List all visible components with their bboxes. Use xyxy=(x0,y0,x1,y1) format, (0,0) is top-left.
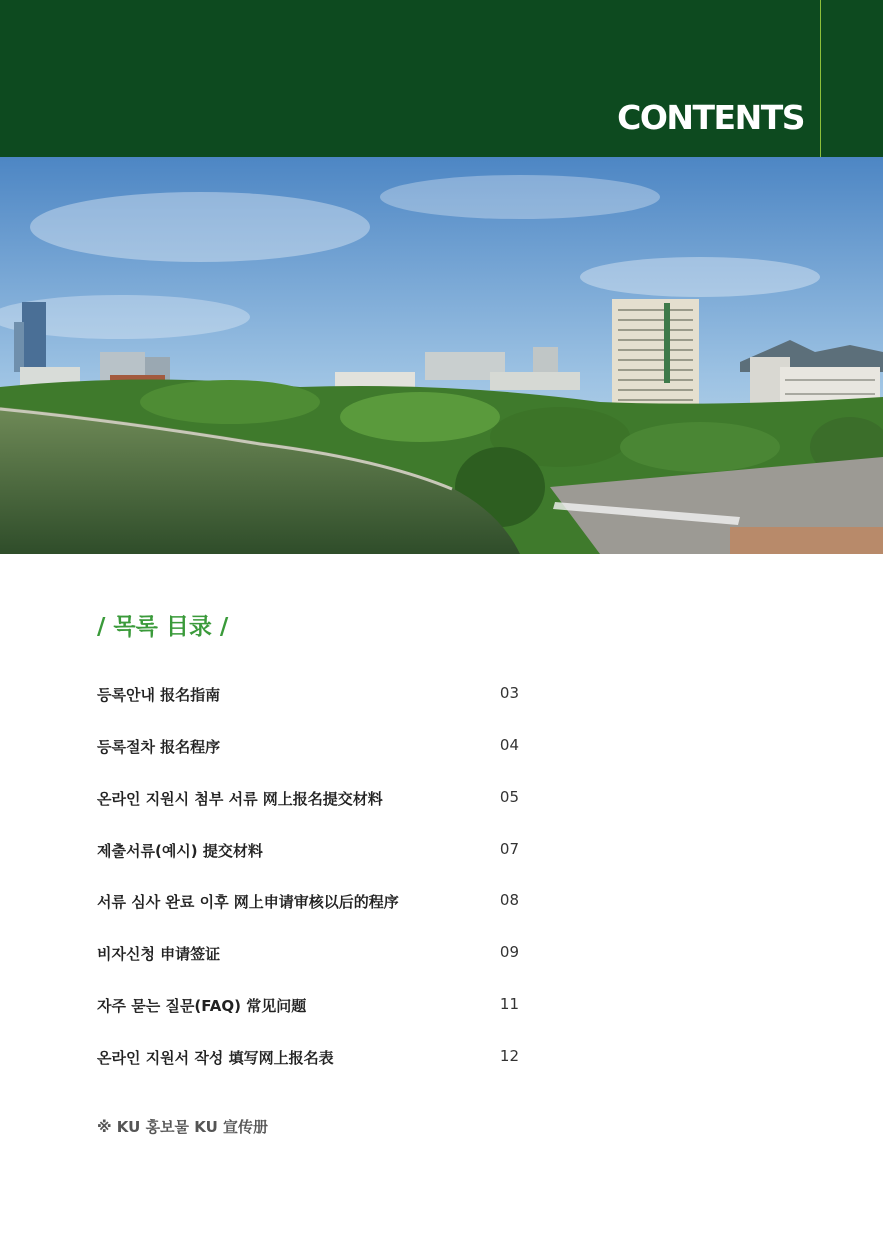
toc-item[interactable] xyxy=(97,995,519,1019)
toc-item[interactable] xyxy=(97,1047,519,1071)
heading-slash-right: / xyxy=(219,614,229,640)
header-banner xyxy=(0,0,883,157)
page-title: CONTENTS xyxy=(617,98,804,137)
toc-item-page: 09 xyxy=(499,943,519,961)
brochure-note: ※ KU 홍보물 KU 宣传册 xyxy=(97,1118,269,1136)
toc-item-label: 자주 묻는 질문(FAQ) 常见问题 xyxy=(97,997,307,1015)
header-accent-line xyxy=(820,0,821,157)
toc-item-page: 11 xyxy=(499,995,519,1013)
toc-item-label: 등록안내 报名指南 xyxy=(97,686,221,704)
toc-item-page: 12 xyxy=(499,1047,519,1065)
toc-heading xyxy=(97,608,228,641)
toc-item[interactable] xyxy=(97,891,519,915)
toc-item-page: 03 xyxy=(499,684,519,702)
toc-item-label: 온라인 지원서 작성 填写网上报名表 xyxy=(97,1049,334,1067)
toc-item-page: 08 xyxy=(499,891,519,909)
toc-item-label: 온라인 지원시 첨부 서류 网上报名提交材料 xyxy=(97,790,383,808)
toc-item[interactable] xyxy=(97,943,519,967)
toc-item-page: 05 xyxy=(499,788,519,806)
campus-aerial-photo xyxy=(0,157,883,554)
toc-heading-text: 목록 目录 xyxy=(113,614,212,640)
toc-item-label: 등록절차 报名程序 xyxy=(97,738,221,756)
toc-item[interactable] xyxy=(97,840,519,864)
toc-item-label: 제출서류(예시) 提交材料 xyxy=(97,842,263,860)
toc-item[interactable] xyxy=(97,736,519,760)
toc-item-page: 07 xyxy=(499,840,519,858)
heading-slash-left: / xyxy=(97,614,106,640)
toc-item-label: 비자신청 申请签证 xyxy=(97,945,221,963)
toc-item[interactable] xyxy=(97,788,519,812)
toc-item-label: 서류 심사 완료 이후 网上申请审核以后的程序 xyxy=(97,893,399,911)
toc-item[interactable] xyxy=(97,684,519,708)
toc-item-page: 04 xyxy=(499,736,519,754)
